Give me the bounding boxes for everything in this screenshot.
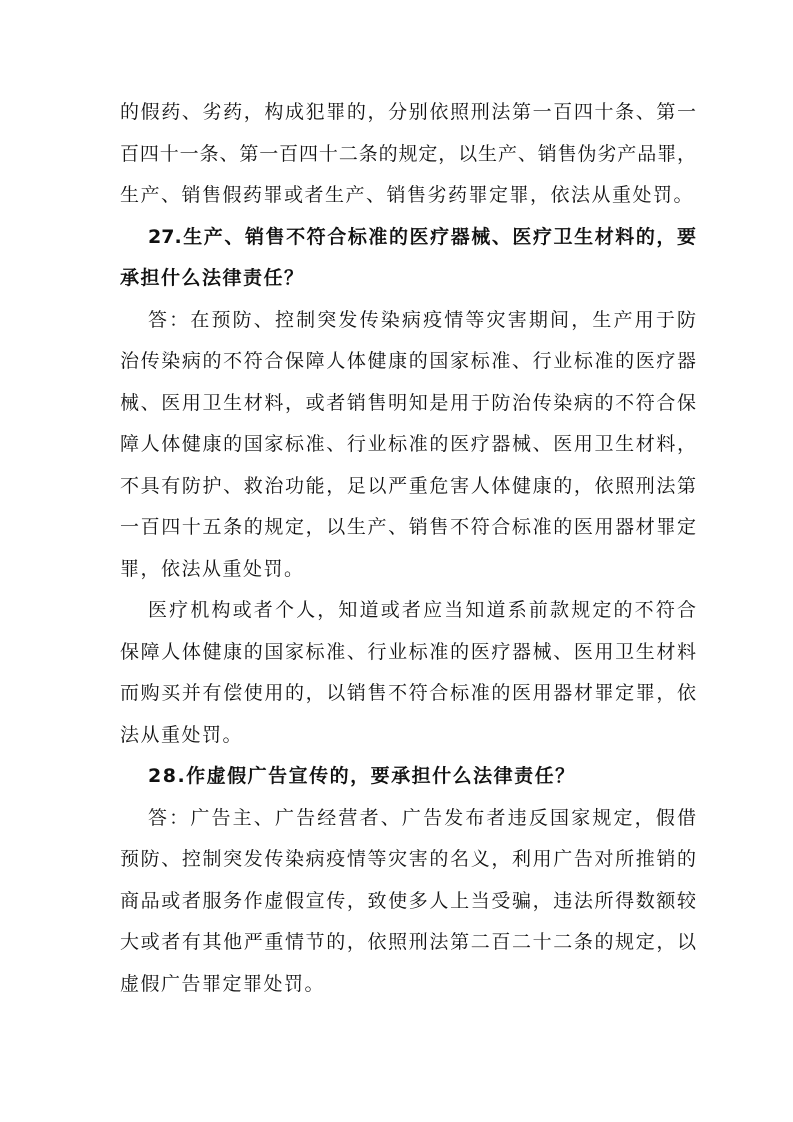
text-line: 大或者有其他严重情节的，依照刑法第二百二十二条的规定，以 bbox=[120, 931, 696, 953]
body-paragraph bbox=[120, 92, 696, 217]
text-line: 械、医用卫生材料，或者销售明知是用于防治传染病的不符合保 bbox=[120, 391, 696, 414]
text-line: 罪，依法从重处罚。 bbox=[120, 557, 305, 580]
text-line: 承担什么法律责任？ bbox=[120, 267, 305, 289]
text-line: 障人体健康的国家标准、行业标准的医疗器械、医用卫生材料， bbox=[120, 433, 696, 455]
body-paragraph bbox=[120, 798, 696, 1006]
text-line: 治传染病的不符合保障人体健康的国家标准、行业标准的医疗器 bbox=[120, 350, 696, 372]
text-line: 一百四十五条的规定，以生产、销售不符合标准的医用器材罪定 bbox=[120, 516, 696, 538]
section-heading bbox=[120, 756, 696, 798]
text-line: 法从重处罚。 bbox=[120, 723, 244, 746]
text-line: 28.作虚假广告宣传的，要承担什么法律责任？ bbox=[148, 765, 576, 787]
body-paragraph bbox=[120, 590, 696, 756]
document-page bbox=[120, 92, 696, 1005]
text-line: 虚假广告罪定罪处罚。 bbox=[120, 972, 326, 995]
text-line: 的假药、劣药，构成犯罪的，分别依照刑法第一百四十条、第一 bbox=[120, 101, 696, 123]
text-line: 27.生产、销售不符合标准的医疗器械、医疗卫生材料的，要 bbox=[148, 225, 696, 248]
text-line: 生产、销售假药罪或者生产、销售劣药罪定罪，依法从重处罚。 bbox=[120, 184, 695, 206]
text-line: 保障人体健康的国家标准、行业标准的医疗器械、医用卫生材料 bbox=[120, 640, 696, 663]
text-line: 不具有防护、救治功能，足以严重危害人体健康的，依照刑法第 bbox=[120, 474, 696, 497]
text-line: 答：广告主、广告经营者、广告发布者违反国家规定，假借 bbox=[148, 806, 696, 829]
text-line: 预防、控制突发传染病疫情等灾害的名义，利用广告对所推销的 bbox=[120, 848, 696, 870]
text-line: 百四十一条、第一百四十二条的规定，以生产、销售伪劣产品罪， bbox=[120, 142, 696, 165]
text-line: 医疗机构或者个人，知道或者应当知道系前款规定的不符合 bbox=[148, 599, 696, 621]
body-paragraph bbox=[120, 300, 696, 591]
section-heading bbox=[120, 217, 696, 300]
text-line: 而购买并有偿使用的，以销售不符合标准的医用器材罪定罪，依 bbox=[120, 682, 696, 704]
text-line: 答：在预防、控制突发传染病疫情等灾害期间，生产用于防 bbox=[148, 308, 696, 331]
text-line: 商品或者服务作虚假宣传，致使多人上当受骗，违法所得数额较 bbox=[120, 889, 696, 912]
